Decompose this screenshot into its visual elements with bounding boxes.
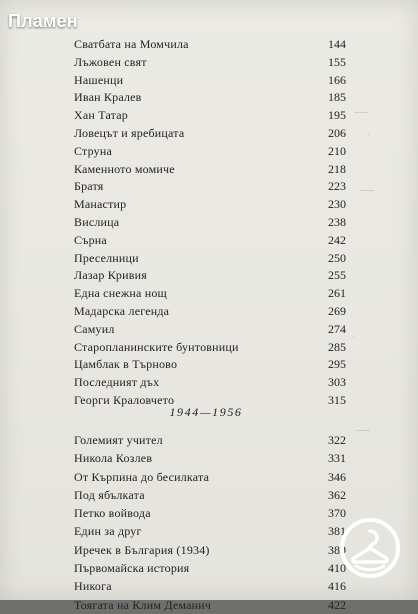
toc-page-number: 422	[328, 597, 346, 612]
toc-row	[64, 107, 346, 125]
toc-row	[64, 339, 346, 357]
toc-title: Един за друг	[74, 524, 142, 539]
toc-page-number: 230	[328, 197, 346, 212]
toc-page-number: 218	[328, 161, 346, 176]
toc-title: Цамблак в Търново	[74, 357, 178, 372]
toc-page-number: 315	[328, 392, 346, 407]
toc-row	[64, 232, 346, 250]
toc-title: Сърна	[74, 232, 107, 247]
toc-row	[64, 431, 346, 449]
toc-page-number: 389	[328, 542, 346, 557]
toc-title: Иречек в България (1934)	[74, 542, 210, 557]
toc-page-number: 269	[328, 303, 346, 318]
toc-row	[64, 468, 346, 486]
bleedthrough-mark: ·	[366, 125, 371, 141]
toc-page-number: 285	[328, 339, 346, 354]
toc-title: Тоягата на Клим Деманич	[74, 597, 212, 612]
toc-row	[64, 596, 346, 614]
toc-title: Георги Краловчето	[74, 392, 175, 407]
toc-title: Никола Козлев	[74, 451, 153, 466]
toc-title: Сватбата на Момчила	[74, 37, 189, 51]
toc-page-number: 238	[328, 214, 346, 229]
toc-title: Хан Татар	[74, 108, 128, 123]
toc-row	[64, 449, 346, 467]
toc-page-number: 155	[328, 54, 346, 69]
toc-page-number: 166	[328, 72, 346, 87]
toc-row	[64, 541, 346, 559]
toc-page-number: 144	[328, 37, 346, 51]
toc-row	[64, 285, 346, 303]
toc-second-section	[64, 431, 346, 614]
toc-page-number: 274	[328, 321, 346, 336]
toc-page-number: 381	[328, 524, 346, 539]
hanger-hook	[370, 531, 377, 548]
toc-page-number: 210	[328, 143, 346, 158]
watermark-brand: Пламен	[8, 11, 78, 31]
toc-title: Струна	[74, 143, 113, 158]
toc-row	[64, 267, 346, 285]
toc-title: Вислица	[74, 214, 120, 229]
bleedthrough-mark: —	[360, 181, 374, 197]
toc-page-number: 322	[328, 433, 346, 447]
logo-accent	[356, 566, 384, 570]
toc-title: Нашенци	[74, 72, 124, 87]
toc-page-number: 255	[328, 268, 346, 283]
toc-row	[64, 522, 346, 540]
toc-row	[64, 250, 346, 268]
toc-row	[64, 89, 346, 107]
toc-page-number: 295	[328, 357, 346, 372]
toc-row	[64, 321, 346, 339]
toc-row	[64, 559, 346, 577]
toc-row	[64, 143, 346, 161]
toc-row	[64, 36, 346, 54]
toc-title: Старопланинските бунтовници	[74, 339, 239, 354]
bleedthrough-mark: ·	[351, 327, 356, 343]
toc-title: Каменното момиче	[74, 161, 175, 176]
toc-page-number: 223	[328, 179, 346, 194]
toc-title: Под ябълката	[74, 487, 145, 502]
toc-row	[64, 486, 346, 504]
toc-page-number: 346	[328, 469, 346, 484]
toc-page-number: 331	[328, 451, 346, 466]
toc-title: Самуил	[74, 321, 115, 336]
toc-row	[64, 125, 346, 143]
hanger-shape	[353, 548, 387, 562]
toc-row	[64, 196, 346, 214]
toc-page-number: 370	[328, 506, 346, 521]
toc-row	[64, 54, 346, 72]
toc-title: Преселници	[74, 250, 139, 265]
toc-row	[64, 178, 346, 196]
toc-row	[64, 577, 346, 595]
toc-title: Ловецът и яребицата	[74, 125, 185, 140]
toc-title: Лъжовен свят	[74, 54, 147, 69]
toc-page-number: 261	[328, 286, 346, 301]
toc-page-number: 410	[328, 561, 346, 576]
toc-title: Лазар Кривия	[74, 268, 147, 283]
toc-page-number: 303	[328, 375, 346, 390]
hanger-logo	[336, 514, 404, 582]
toc-row	[64, 72, 346, 90]
toc-title: Мадарска легенда	[74, 303, 170, 318]
toc-row	[64, 214, 346, 232]
toc-title: Манастир	[74, 197, 127, 212]
toc-first-section	[64, 36, 346, 410]
bleedthrough-mark: —	[356, 421, 370, 437]
toc-title: Петко войвода	[74, 506, 151, 521]
toc-page-number: 185	[328, 90, 346, 105]
toc-row	[64, 504, 346, 522]
toc-title: От Кърпина до бесилката	[74, 469, 210, 484]
toc-title: Големият учител	[74, 433, 163, 447]
toc-title: Братя	[74, 179, 104, 194]
toc-page-number: 195	[328, 108, 346, 123]
toc-title: Никога	[74, 579, 112, 594]
toc-title: Последният дъх	[74, 375, 160, 390]
toc-page-number: 250	[328, 250, 346, 265]
bleedthrough-mark: —	[354, 103, 368, 119]
toc-page-number: 416	[328, 579, 346, 594]
toc-row	[64, 374, 346, 392]
toc-title: Една снежна нощ	[74, 286, 167, 301]
toc-page-number: 206	[328, 125, 346, 140]
toc-page-number: 242	[328, 232, 346, 247]
toc-row	[64, 356, 346, 374]
toc-row	[64, 303, 346, 321]
toc-page-number: 362	[328, 487, 346, 502]
toc-row	[64, 161, 346, 179]
toc-title: Първомайска история	[74, 561, 190, 576]
section-heading: 1944—1956	[169, 405, 243, 419]
toc-title: Иван Кралев	[74, 90, 142, 105]
